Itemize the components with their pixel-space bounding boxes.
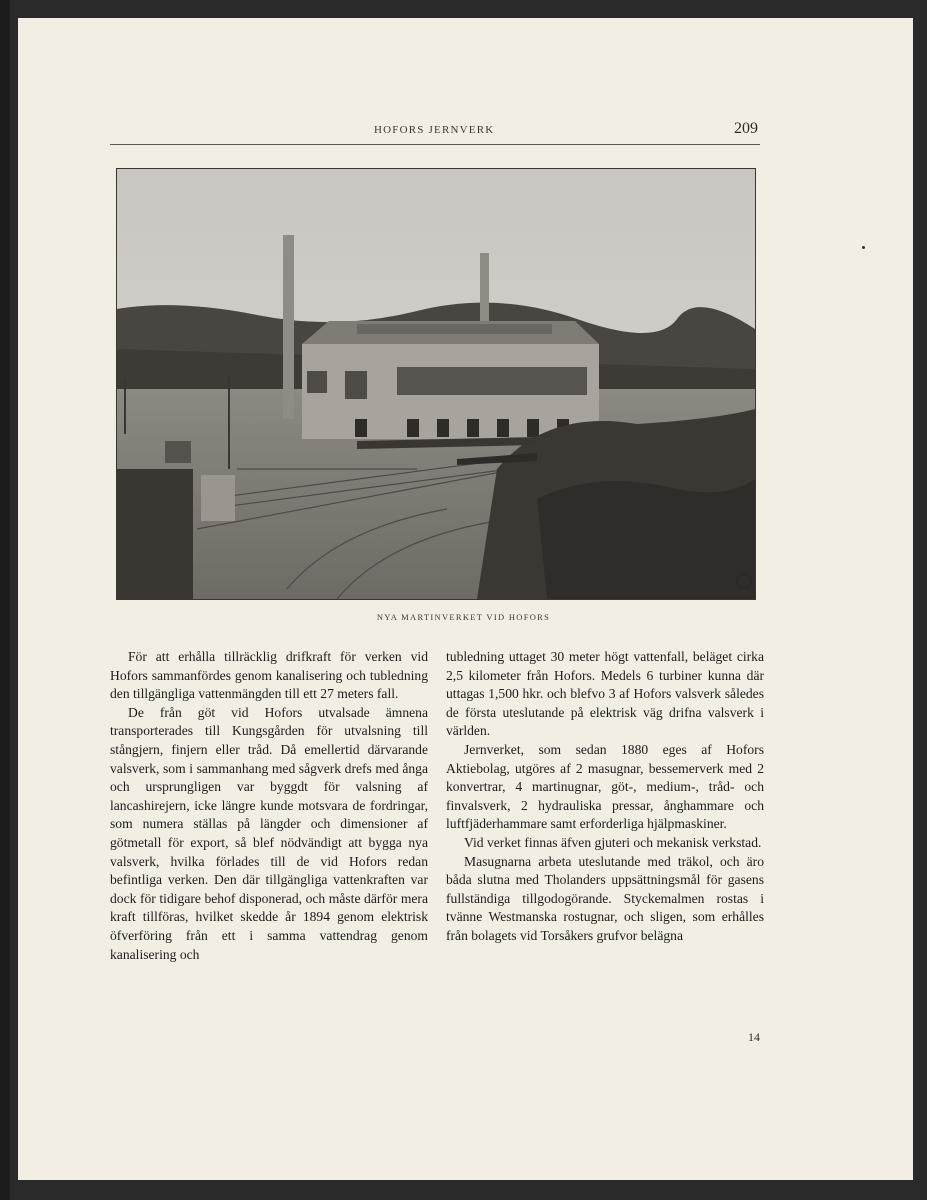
text-column-right xyxy=(446,648,764,946)
paragraph: Jernverket, som sedan 1880 eges af Hofors Aktiebolag, utgöres af 2 masugnar, bessemerverk med 2 konvertrar, 4 martinugnar, göt-, medium-, tråd- och finvalsverk, 2 hydrauliska pressar, ånghammare och luftfjäderhammare samt erforderliga hjälpmaskiner. xyxy=(446,741,764,832)
signature-mark: 14 xyxy=(748,1030,760,1044)
text-column-left xyxy=(110,648,428,964)
factory-photograph xyxy=(116,168,756,600)
figure-caption: NYA MARTINVERKET VID HOFORS xyxy=(376,612,551,622)
photo-illustration xyxy=(117,169,755,599)
page-number: 209 xyxy=(734,120,758,137)
paragraph: För att erhålla tillräcklig drifkraft för verken vid Hofors sammanfördes genom kanalisering och tubledning den tillgängliga vattenmängden till ett 27 meters fall. xyxy=(110,649,428,702)
speck xyxy=(862,246,865,249)
paragraph: Masugnarna arbeta uteslutande med träkol, och äro båda slutna med Tholanders uppsättningsmål för gasens fullständiga tillgodogörande. Styckemalmen rostas i tvänne Westmanska rostugnar, och sligen, som erhålles från bolagets vid Torsåkers grufvor belägna xyxy=(446,853,764,943)
paragraph: Vid verket finnas äfven gjuteri och mekanisk verkstad. xyxy=(464,834,762,850)
scan-edge xyxy=(0,0,10,1200)
paragraph: De från göt vid Hofors utvalsade ämnena transporterades till Kungsgården för utvalsning till stångjern, finjern eller tråd. Då emellertid därvarande valsverk, som i sammanhang med sågverk drefs med ånga och ursprungligen var byggdt för valsning af lancashirejern, icke längre kunde motsvara de fordringar, som numera ställas på längder och dimensioner af götmetall för export, så blef nödvändigt att bygga nya valsverk, hvilka förlades till de vid Hofors redan befintliga verken. Den där tillgängliga vattenkraften var dock för tidigare behof disponerad, och måste därför mera kraft tillföras, hvilket skedde år 1894 genom elektrisk öfverföring från ett i samma vattendrag genom kanalisering och xyxy=(110,704,428,962)
paragraph: tubledning uttaget 30 meter högt vattenfall, beläget cirka 2,5 kilometer från Hofors. Medels 6 turbiner kunna där uttagas 1,500 hkr. och blefvo 3 af Hofors valsverk således de första uteslutande på elektrisk väg drifna valsverk i världen. xyxy=(446,649,764,739)
page-header xyxy=(110,120,760,145)
running-title: HOFORS JERNVERK xyxy=(374,124,495,136)
